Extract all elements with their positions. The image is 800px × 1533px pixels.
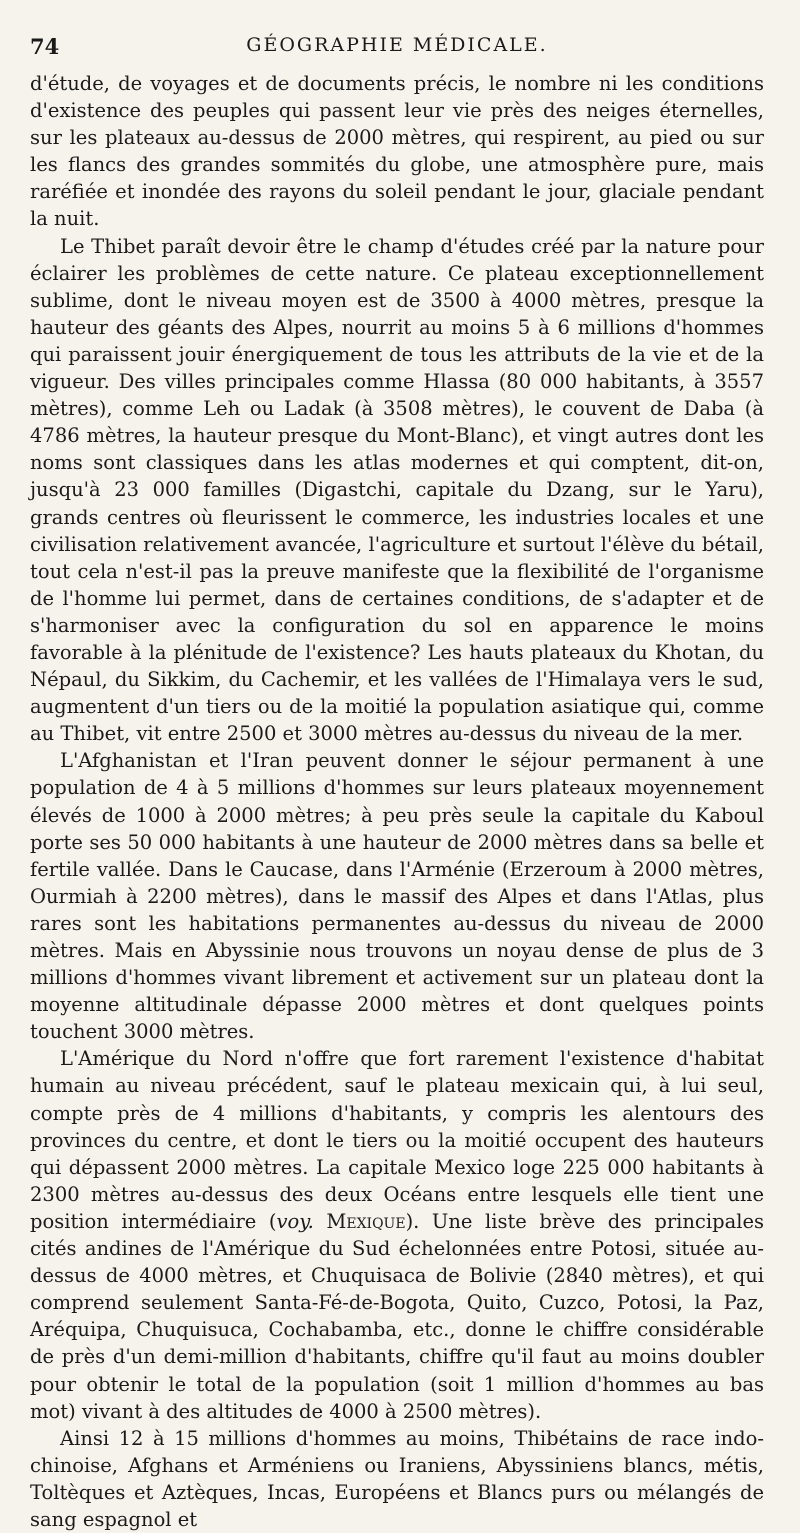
body-text <box>30 70 764 1533</box>
paragraph-amerique-text-1: L'Amérique du Nord n'offre que fort rarement l'existence d'habitat humain au niveau précédent, sauf le plateau mexicain qui, à lui seul, compte près de 4 millions d'habitants, y compris les alentours des provinces du centre, et dont le tiers ou la moitié occupent des hauteurs qui dépassent 2000 mètres. La capitale Mexico loge 225 000 habitants à 2300 mètres au-dessus des deux Océans entre lesquels elle tient une position intermédiaire ( <box>30 1047 764 1233</box>
paragraph-continuation: d'étude, de voyages et de documents précis, le nombre ni les conditions d'existence des peuples qui passent leur vie près des neiges éternelles, sur les plateaux au-dessus de 2000 mètres, qui respirent, au pied ou sur les flancs des grandes sommités du globe, une atmosphère pure, mais raréfiée et inondée des rayons du soleil pendant le jour, glaciale pendant la nuit. <box>30 72 764 231</box>
running-title: GÉOGRAPHIE MÉDICALE. <box>246 34 548 56</box>
page-number: 74 <box>30 34 60 59</box>
paragraph-thibet: Le Thibet paraît devoir être le champ d'études créé par la nature pour éclairer les problèmes de cette nature. Ce plateau exceptionnellement sublime, dont le niveau moyen est de 3500 à 4000 mètres, presque la hauteur des géants des Alpes, nourrit au moins 5 à 6 millions d'hommes qui paraissent jouir énergiquement de tous les attributs de la vie et de la vigueur. Des villes principales comme Hlassa (80 000 habitants, à 3557 mètres), comme Leh ou Ladak (à 3508 mètres), le couvent de Daba (à 4786 mètres, la hauteur presque du Mont-Blanc), et vingt autres dont les noms sont classiques dans les atlas modernes et qui comptent, dit-on, jusqu'à 23 000 familles (Digastchi, capitale du Dzang, sur le Yaru), grands centres où fleurissent le commerce, les industries locales et une civilisation relativement avancée, l'agriculture et surtout l'élève du bétail, tout cela n'est-il pas la preuve manifeste que la flexibilité de l'organisme de l'homme lui permet, dans de certaines conditions, de s'adapter et de s'harmoniser avec la configuration du sol en apparence le moins favorable à la plénitude de l'existence? Les hauts plateaux du Khotan, du Népaul, du Sikkim, du Cachemir, et les vallées de l'Himalaya vers le sud, augmentent d'un tiers ou de la moitié la population asiatique qui, comme au Thibet, vit entre 2500 et 3000 mètres au-dessus du niveau de la mer. <box>30 234 764 746</box>
paragraph-amerique <box>30 1045 764 1424</box>
paragraph-amerique-text-2: ). Une liste brève des principales cités andines de l'Amérique du Sud échelonnées entre Potosi, située au-dessus de 4000 mètres, et Chuquisaca de Bolivie (2840 mètres), et qui comprend seulement Santa-Fé-de-Bogota, Quito, Cuzco, Potosi, la Paz, Aréquipa, Chuquisuca, Cochabamba, etc., donne le chiffre considérable de près d'un demi-million d'habitants, chiffre qu'il faut au moins doubler pour obtenir le total de la population (soit 1 million d'hommes au bas mot) vivant à des altitudes de 4000 à 2500 mètres). <box>30 1209 764 1423</box>
reference-voy: voy. <box>276 1209 314 1233</box>
page-header <box>30 30 764 64</box>
reference-mexique: Mexique <box>326 1209 406 1233</box>
paragraph-ainsi: Ainsi 12 à 15 millions d'hommes au moins, Thibétains de race indo-chinoise, Afghans et Arméniens ou Iraniens, Abyssiniens blancs, métis, Toltèques et Aztèques, Incas, Européens et Blancs purs ou mélangés de sang espagnol et <box>30 1426 764 1531</box>
paragraph-afghanistan: L'Afghanistan et l'Iran peuvent donner le séjour permanent à une population de 4 à 5 millions d'hommes sur leurs plateaux moyennement élevés de 1000 à 2000 mètres; à peu près seule la capitale du Kaboul porte ses 50 000 habitants à une hauteur de 2000 mètres dans sa belle et fertile vallée. Dans le Caucase, dans l'Arménie (Erzeroum à 2000 mètres, Ourmiah à 2200 mètres), dans le massif des Alpes et dans l'Atlas, plus rares sont les habitations permanentes au-dessus du niveau de 2000 mètres. Mais en Abyssinie nous trouvons un noyau dense de plus de 3 millions d'hommes vivant librement et activement sur un plateau dont la moyenne altitudinale dépasse 2000 mètres et dont quelques points touchent 3000 mètres. <box>30 749 764 1044</box>
